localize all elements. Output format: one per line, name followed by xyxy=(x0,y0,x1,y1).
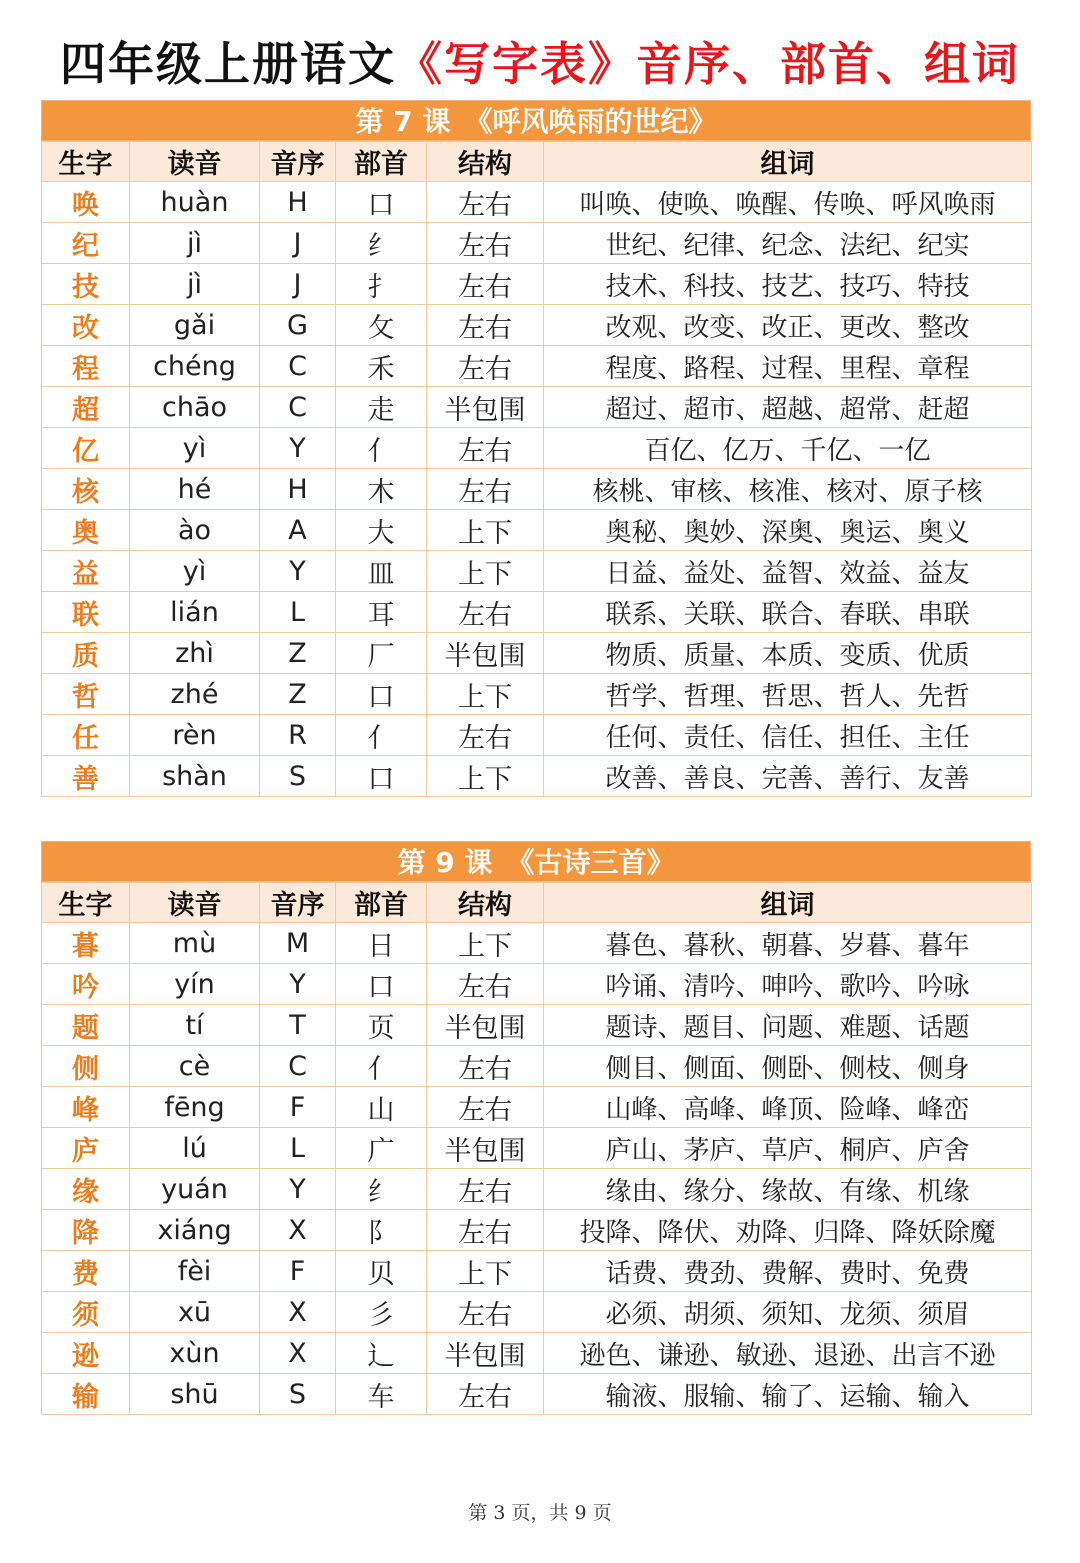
column-header: 部首 xyxy=(336,142,427,182)
initial-cell: C xyxy=(260,1046,336,1087)
pinyin-cell: shàn xyxy=(130,756,260,797)
structure-cell: 左右 xyxy=(427,346,544,387)
pinyin-cell: jì xyxy=(130,223,260,264)
words-cell: 任何、责任、信任、担任、主任 xyxy=(544,715,1032,756)
words-cell: 山峰、高峰、峰顶、险峰、峰峦 xyxy=(544,1087,1032,1128)
char-cell: 侧 xyxy=(42,1046,130,1087)
words-cell: 必须、胡须、须知、龙须、须眉 xyxy=(544,1292,1032,1333)
char-cell: 唤 xyxy=(42,182,130,223)
pinyin-cell: xiáng xyxy=(130,1210,260,1251)
lesson-title: 第 9 课 《古诗三首》 xyxy=(397,846,675,879)
radical-cell: 亻 xyxy=(336,428,427,469)
initial-cell: Z xyxy=(260,674,336,715)
pinyin-cell: shū xyxy=(130,1374,260,1415)
pinyin-cell: lú xyxy=(130,1128,260,1169)
char-cell: 庐 xyxy=(42,1128,130,1169)
words-cell: 世纪、纪律、纪念、法纪、纪实 xyxy=(544,223,1032,264)
initial-cell: R xyxy=(260,715,336,756)
initial-cell: H xyxy=(260,182,336,223)
table-row xyxy=(42,1251,1032,1292)
radical-cell: 口 xyxy=(336,674,427,715)
initial-cell: L xyxy=(260,592,336,633)
char-cell: 峰 xyxy=(42,1087,130,1128)
initial-cell: X xyxy=(260,1292,336,1333)
radical-cell: 木 xyxy=(336,469,427,510)
char-cell: 益 xyxy=(42,551,130,592)
pinyin-cell: tí xyxy=(130,1005,260,1046)
page-title-topic: 《写字表》音序、部首、组词 xyxy=(396,37,1020,91)
table-row xyxy=(42,346,1032,387)
table-row xyxy=(42,1333,1032,1374)
initial-cell: Z xyxy=(260,633,336,674)
table-row xyxy=(42,923,1032,964)
structure-cell: 左右 xyxy=(427,1210,544,1251)
char-cell: 奥 xyxy=(42,510,130,551)
table-row xyxy=(42,1374,1032,1415)
table-header-row xyxy=(42,883,1032,923)
lesson-table-9 xyxy=(41,841,1031,1415)
column-header: 读音 xyxy=(130,142,260,182)
pinyin-cell: xùn xyxy=(130,1333,260,1374)
words-cell: 程度、路程、过程、里程、章程 xyxy=(544,346,1032,387)
initial-cell: S xyxy=(260,1374,336,1415)
lesson-header xyxy=(41,841,1031,882)
pinyin-cell: hé xyxy=(130,469,260,510)
structure-cell: 半包围 xyxy=(427,387,544,428)
structure-cell: 左右 xyxy=(427,1374,544,1415)
radical-cell: 厂 xyxy=(336,633,427,674)
pinyin-cell: cè xyxy=(130,1046,260,1087)
radical-cell: 日 xyxy=(336,923,427,964)
pinyin-cell: chéng xyxy=(130,346,260,387)
words-cell: 物质、质量、本质、变质、优质 xyxy=(544,633,1032,674)
words-cell: 缘由、缘分、缘故、有缘、机缘 xyxy=(544,1169,1032,1210)
initial-cell: X xyxy=(260,1210,336,1251)
table-row xyxy=(42,469,1032,510)
initial-cell: G xyxy=(260,305,336,346)
radical-cell: 口 xyxy=(336,756,427,797)
table-row xyxy=(42,1087,1032,1128)
words-cell: 百亿、亿万、千亿、一亿 xyxy=(544,428,1032,469)
words-cell: 技术、科技、技艺、技巧、特技 xyxy=(544,264,1032,305)
radical-cell: 亻 xyxy=(336,1046,427,1087)
pinyin-cell: fēng xyxy=(130,1087,260,1128)
radical-cell: 攵 xyxy=(336,305,427,346)
char-cell: 联 xyxy=(42,592,130,633)
words-cell: 超过、超市、超越、超常、赶超 xyxy=(544,387,1032,428)
pinyin-cell: mù xyxy=(130,923,260,964)
pinyin-cell: zhé xyxy=(130,674,260,715)
table-row xyxy=(42,182,1032,223)
char-cell: 逊 xyxy=(42,1333,130,1374)
structure-cell: 半包围 xyxy=(427,1128,544,1169)
table-row xyxy=(42,510,1032,551)
words-cell: 改善、善良、完善、善行、友善 xyxy=(544,756,1032,797)
radical-cell: 口 xyxy=(336,964,427,1005)
initial-cell: T xyxy=(260,1005,336,1046)
structure-cell: 上下 xyxy=(427,1251,544,1292)
pinyin-cell: xū xyxy=(130,1292,260,1333)
radical-cell: 阝 xyxy=(336,1210,427,1251)
char-cell: 吟 xyxy=(42,964,130,1005)
table-row xyxy=(42,964,1032,1005)
structure-cell: 左右 xyxy=(427,305,544,346)
table-row xyxy=(42,715,1032,756)
words-cell: 联系、关联、联合、春联、串联 xyxy=(544,592,1032,633)
column-header: 音序 xyxy=(260,883,336,923)
column-header: 生字 xyxy=(42,142,130,182)
column-header: 生字 xyxy=(42,883,130,923)
initial-cell: L xyxy=(260,1128,336,1169)
structure-cell: 上下 xyxy=(427,674,544,715)
radical-cell: 扌 xyxy=(336,264,427,305)
structure-cell: 左右 xyxy=(427,469,544,510)
pinyin-cell: chāo xyxy=(130,387,260,428)
lesson-title: 第 7 课 《呼风唤雨的世纪》 xyxy=(355,105,717,138)
char-cell: 哲 xyxy=(42,674,130,715)
radical-cell: 车 xyxy=(336,1374,427,1415)
column-header: 结构 xyxy=(427,142,544,182)
radical-cell: 亻 xyxy=(336,715,427,756)
initial-cell: Y xyxy=(260,964,336,1005)
words-cell: 哲学、哲理、哲思、哲人、先哲 xyxy=(544,674,1032,715)
radical-cell: 山 xyxy=(336,1087,427,1128)
initial-cell: C xyxy=(260,387,336,428)
char-cell: 质 xyxy=(42,633,130,674)
structure-cell: 左右 xyxy=(427,1292,544,1333)
words-cell: 话费、费劲、费解、费时、免费 xyxy=(544,1251,1032,1292)
radical-cell: 禾 xyxy=(336,346,427,387)
char-cell: 超 xyxy=(42,387,130,428)
structure-cell: 左右 xyxy=(427,264,544,305)
table-row xyxy=(42,1210,1032,1251)
table-row xyxy=(42,223,1032,264)
pinyin-cell: jì xyxy=(130,264,260,305)
structure-cell: 上下 xyxy=(427,756,544,797)
table-row xyxy=(42,1292,1032,1333)
column-header: 读音 xyxy=(130,883,260,923)
words-cell: 奥秘、奥妙、深奥、奥运、奥义 xyxy=(544,510,1032,551)
initial-cell: J xyxy=(260,223,336,264)
char-cell: 须 xyxy=(42,1292,130,1333)
structure-cell: 左右 xyxy=(427,1169,544,1210)
words-cell: 日益、益处、益智、效益、益友 xyxy=(544,551,1032,592)
char-cell: 改 xyxy=(42,305,130,346)
radical-cell: 耳 xyxy=(336,592,427,633)
char-cell: 暮 xyxy=(42,923,130,964)
structure-cell: 左右 xyxy=(427,964,544,1005)
structure-cell: 上下 xyxy=(427,551,544,592)
pinyin-cell: zhì xyxy=(130,633,260,674)
char-cell: 纪 xyxy=(42,223,130,264)
table-header-row xyxy=(42,142,1032,182)
structure-cell: 上下 xyxy=(427,510,544,551)
radical-cell: 纟 xyxy=(336,1169,427,1210)
words-cell: 吟诵、清吟、呻吟、歌吟、吟咏 xyxy=(544,964,1032,1005)
initial-cell: X xyxy=(260,1333,336,1374)
initial-cell: J xyxy=(260,264,336,305)
char-cell: 题 xyxy=(42,1005,130,1046)
initial-cell: F xyxy=(260,1251,336,1292)
table-row xyxy=(42,305,1032,346)
words-cell: 题诗、题目、问题、难题、话题 xyxy=(544,1005,1032,1046)
pinyin-cell: lián xyxy=(130,592,260,633)
structure-cell: 左右 xyxy=(427,1087,544,1128)
pinyin-cell: yín xyxy=(130,964,260,1005)
table-row xyxy=(42,387,1032,428)
words-cell: 核桃、审核、核准、核对、原子核 xyxy=(544,469,1032,510)
initial-cell: Y xyxy=(260,1169,336,1210)
words-cell: 叫唤、使唤、唤醒、传唤、呼风唤雨 xyxy=(544,182,1032,223)
structure-cell: 半包围 xyxy=(427,1333,544,1374)
page-footer: 第 3 页，共 9 页 xyxy=(468,1502,612,1524)
radical-cell: 广 xyxy=(336,1128,427,1169)
pinyin-cell: gǎi xyxy=(130,305,260,346)
table-row xyxy=(42,1169,1032,1210)
lesson-header xyxy=(41,100,1031,141)
table-row xyxy=(42,1005,1032,1046)
words-cell: 庐山、茅庐、草庐、桐庐、庐舍 xyxy=(544,1128,1032,1169)
column-header: 组词 xyxy=(544,142,1032,182)
table-row xyxy=(42,264,1032,305)
table-row xyxy=(42,551,1032,592)
radical-cell: 页 xyxy=(336,1005,427,1046)
initial-cell: F xyxy=(260,1087,336,1128)
column-header: 结构 xyxy=(427,883,544,923)
pinyin-cell: ào xyxy=(130,510,260,551)
radical-cell: 皿 xyxy=(336,551,427,592)
char-cell: 降 xyxy=(42,1210,130,1251)
column-header: 部首 xyxy=(336,883,427,923)
structure-cell: 上下 xyxy=(427,923,544,964)
char-cell: 程 xyxy=(42,346,130,387)
char-cell: 技 xyxy=(42,264,130,305)
structure-cell: 左右 xyxy=(427,428,544,469)
structure-cell: 半包围 xyxy=(427,633,544,674)
page-title xyxy=(0,28,1080,94)
page-title-grade: 四年级上册语文 xyxy=(60,37,396,91)
initial-cell: A xyxy=(260,510,336,551)
radical-cell: 口 xyxy=(336,182,427,223)
pinyin-cell: fèi xyxy=(130,1251,260,1292)
initial-cell: Y xyxy=(260,428,336,469)
radical-cell: 大 xyxy=(336,510,427,551)
words-cell: 投降、降伏、劝降、归降、降妖除魔 xyxy=(544,1210,1032,1251)
structure-cell: 左右 xyxy=(427,715,544,756)
radical-cell: 彡 xyxy=(336,1292,427,1333)
radical-cell: 辶 xyxy=(336,1333,427,1374)
table-row xyxy=(42,756,1032,797)
words-cell: 侧目、侧面、侧卧、侧枝、侧身 xyxy=(544,1046,1032,1087)
pinyin-cell: huàn xyxy=(130,182,260,223)
column-header: 音序 xyxy=(260,142,336,182)
lesson-table-7 xyxy=(41,100,1031,797)
structure-cell: 左右 xyxy=(427,1046,544,1087)
table-row xyxy=(42,428,1032,469)
char-cell: 费 xyxy=(42,1251,130,1292)
char-table xyxy=(41,141,1032,797)
pinyin-cell: yì xyxy=(130,551,260,592)
char-cell: 任 xyxy=(42,715,130,756)
initial-cell: C xyxy=(260,346,336,387)
pinyin-cell: yuán xyxy=(130,1169,260,1210)
words-cell: 逊色、谦逊、敏逊、退逊、出言不逊 xyxy=(544,1333,1032,1374)
pinyin-cell: rèn xyxy=(130,715,260,756)
table-row xyxy=(42,592,1032,633)
char-cell: 输 xyxy=(42,1374,130,1415)
char-cell: 亿 xyxy=(42,428,130,469)
pinyin-cell: yì xyxy=(130,428,260,469)
table-row xyxy=(42,633,1032,674)
char-cell: 善 xyxy=(42,756,130,797)
char-cell: 缘 xyxy=(42,1169,130,1210)
column-header: 组词 xyxy=(544,883,1032,923)
initial-cell: M xyxy=(260,923,336,964)
initial-cell: Y xyxy=(260,551,336,592)
char-table xyxy=(41,882,1032,1415)
structure-cell: 左右 xyxy=(427,223,544,264)
radical-cell: 纟 xyxy=(336,223,427,264)
words-cell: 暮色、暮秋、朝暮、岁暮、暮年 xyxy=(544,923,1032,964)
structure-cell: 半包围 xyxy=(427,1005,544,1046)
table-row xyxy=(42,1128,1032,1169)
radical-cell: 贝 xyxy=(336,1251,427,1292)
words-cell: 输液、服输、输了、运输、输入 xyxy=(544,1374,1032,1415)
table-row xyxy=(42,1046,1032,1087)
words-cell: 改观、改变、改正、更改、整改 xyxy=(544,305,1032,346)
initial-cell: H xyxy=(260,469,336,510)
initial-cell: S xyxy=(260,756,336,797)
char-cell: 核 xyxy=(42,469,130,510)
radical-cell: 走 xyxy=(336,387,427,428)
structure-cell: 左右 xyxy=(427,592,544,633)
structure-cell: 左右 xyxy=(427,182,544,223)
table-row xyxy=(42,674,1032,715)
